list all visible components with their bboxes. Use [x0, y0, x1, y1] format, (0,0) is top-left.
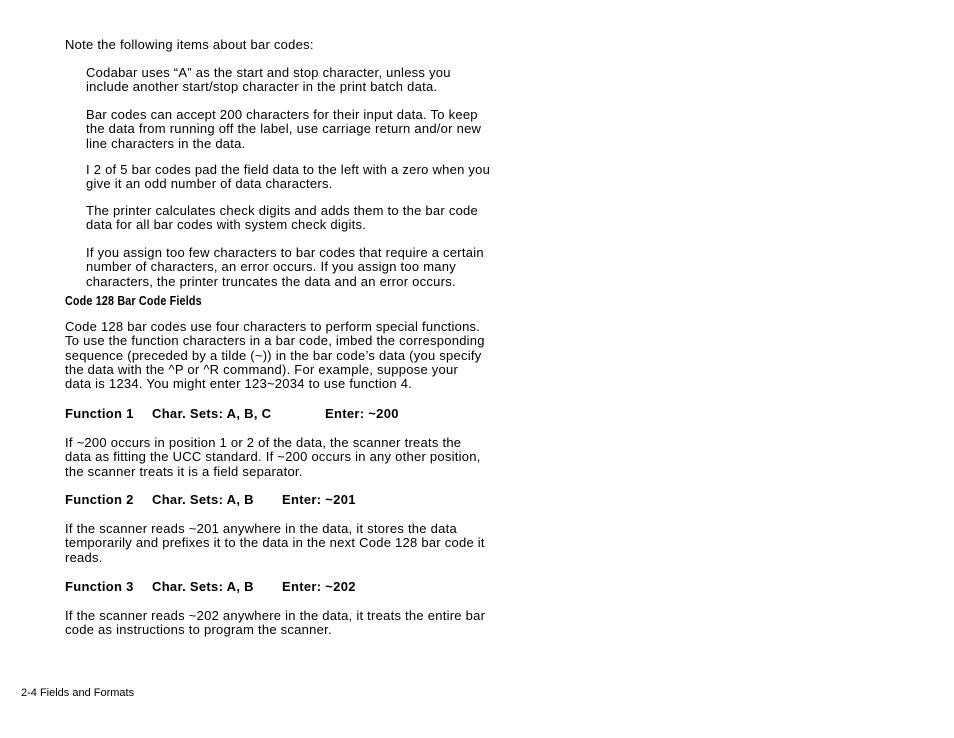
function-3-enter: Enter: ~202 — [282, 579, 356, 594]
intro-text: Note the following items about bar codes: — [65, 37, 314, 52]
section-intro: Code 128 bar codes use four characters to perform special functions. To use the function characters in a bar code, imbed the corresponding sequence (preceded by a tilde (~)) in the bar code’s data (you specify the data with the ^P or ^R command). For example, suppose your data is 1234. You might enter 123~2034 to use function 4. — [65, 319, 485, 392]
function-2-char-sets: Char. Sets: A, B — [152, 492, 254, 507]
function-1-description: If ~200 occurs in position 1 or 2 of the data, the scanner treats the data as fitting the UCC standard. If ~200 occurs in any other position, the scanner treats it is a field separator. — [65, 435, 481, 479]
function-3-name: Function 3 — [65, 579, 134, 594]
function-2-description: If the scanner reads ~201 anywhere in the data, it stores the data temporarily and prefixes it to the data in the next Code 128 bar code it reads. — [65, 521, 485, 565]
page-footer: 2-4 Fields and Formats — [21, 687, 135, 699]
note-item-input-length: Bar codes can accept 200 characters for their input data. To keep the data from running off the label, use carriage return and/or new line characters in the data. — [86, 107, 482, 151]
section-heading: Code 128 Bar Code Fields — [65, 294, 202, 308]
note-item-check-digits: The printer calculates check digits and adds them to the bar code data for all bar codes with system check digits. — [86, 203, 479, 233]
note-item-character-count: If you assign too few characters to bar codes that require a certain number of characters, an error occurs. If you assign too many characters, the printer truncates the data and an error occurs. — [86, 245, 484, 289]
function-1-name: Function 1 — [65, 406, 134, 421]
function-3-char-sets: Char. Sets: A, B — [152, 579, 254, 594]
function-2-enter: Enter: ~201 — [282, 492, 356, 507]
function-1-enter: Enter: ~200 — [325, 406, 399, 421]
note-item-i2of5: I 2 of 5 bar codes pad the field data to the left with a zero when you give it an odd number of data characters. — [86, 162, 491, 192]
function-3-description: If the scanner reads ~202 anywhere in the data, it treats the entire bar code as instructions to program the scanner. — [65, 608, 486, 638]
function-2-name: Function 2 — [65, 492, 134, 507]
note-item-codabar: Codabar uses “A” as the start and stop character, unless you include another start/stop character in the print batch data. — [86, 65, 451, 95]
function-1-char-sets: Char. Sets: A, B, C — [152, 406, 272, 421]
